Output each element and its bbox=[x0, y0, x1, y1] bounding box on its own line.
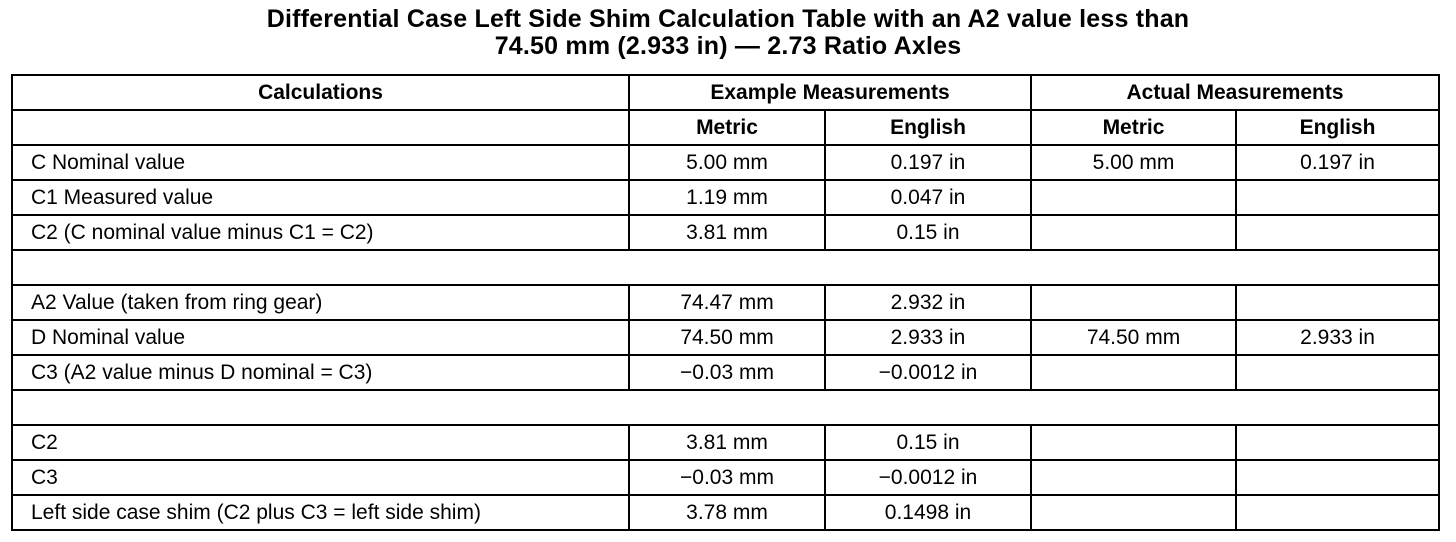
example-metric-cell: −0.03 mm bbox=[629, 460, 825, 495]
title-line-2: 74.50 mm (2.933 in) — 2.73 Ratio Axles bbox=[494, 32, 962, 60]
header-actual-measurements: Actual Measurements bbox=[1031, 75, 1439, 110]
table-row bbox=[12, 495, 1439, 530]
table-row bbox=[12, 355, 1439, 390]
header-blank bbox=[12, 110, 629, 145]
table-row bbox=[12, 460, 1439, 495]
actual-metric-cell bbox=[1031, 495, 1236, 530]
actual-english-cell bbox=[1236, 215, 1439, 250]
actual-english-cell: 0.197 in bbox=[1236, 145, 1439, 180]
actual-metric-cell bbox=[1031, 215, 1236, 250]
actual-english-cell bbox=[1236, 460, 1439, 495]
row-label: C2 bbox=[12, 425, 629, 460]
header-row-2 bbox=[12, 110, 1439, 145]
header-example-english: English bbox=[825, 110, 1031, 145]
example-metric-cell: 3.81 mm bbox=[629, 215, 825, 250]
spacer-cell bbox=[12, 390, 1439, 425]
table-row bbox=[12, 425, 1439, 460]
header-example-measurements: Example Measurements bbox=[629, 75, 1031, 110]
actual-english-cell bbox=[1236, 495, 1439, 530]
table-row bbox=[12, 145, 1439, 180]
table-title bbox=[0, 6, 1456, 60]
actual-metric-cell bbox=[1031, 425, 1236, 460]
actual-english-cell bbox=[1236, 285, 1439, 320]
example-english-cell: 0.1498 in bbox=[825, 495, 1031, 530]
example-english-cell: 0.15 in bbox=[825, 425, 1031, 460]
shim-calculation-table bbox=[11, 74, 1440, 531]
example-metric-cell: −0.03 mm bbox=[629, 355, 825, 390]
example-english-cell: −0.0012 in bbox=[825, 355, 1031, 390]
spacer-row bbox=[12, 390, 1439, 425]
spacer-cell bbox=[12, 250, 1439, 285]
example-english-cell: 0.15 in bbox=[825, 215, 1031, 250]
actual-metric-cell bbox=[1031, 355, 1236, 390]
actual-english-cell: 2.933 in bbox=[1236, 320, 1439, 355]
example-english-cell: 0.047 in bbox=[825, 180, 1031, 215]
row-label: C2 (C nominal value minus C1 = C2) bbox=[12, 215, 629, 250]
spacer-row bbox=[12, 250, 1439, 285]
example-metric-cell: 3.81 mm bbox=[629, 425, 825, 460]
example-metric-cell: 74.50 mm bbox=[629, 320, 825, 355]
row-label: C3 bbox=[12, 460, 629, 495]
table-row bbox=[12, 180, 1439, 215]
header-actual-english: English bbox=[1236, 110, 1439, 145]
row-label: Left side case shim (C2 plus C3 = left side shim) bbox=[12, 495, 629, 530]
example-metric-cell: 74.47 mm bbox=[629, 285, 825, 320]
header-row-1 bbox=[12, 75, 1439, 110]
row-label: A2 Value (taken from ring gear) bbox=[12, 285, 629, 320]
example-english-cell: −0.0012 in bbox=[825, 460, 1031, 495]
actual-metric-cell bbox=[1031, 460, 1236, 495]
example-english-cell: 0.197 in bbox=[825, 145, 1031, 180]
actual-english-cell bbox=[1236, 355, 1439, 390]
actual-english-cell bbox=[1236, 425, 1439, 460]
header-example-metric: Metric bbox=[629, 110, 825, 145]
actual-metric-cell: 74.50 mm bbox=[1031, 320, 1236, 355]
example-metric-cell: 3.78 mm bbox=[629, 495, 825, 530]
example-english-cell: 2.932 in bbox=[825, 285, 1031, 320]
row-label: C3 (A2 value minus D nominal = C3) bbox=[12, 355, 629, 390]
example-metric-cell: 5.00 mm bbox=[629, 145, 825, 180]
actual-metric-cell bbox=[1031, 285, 1236, 320]
example-english-cell: 2.933 in bbox=[825, 320, 1031, 355]
header-actual-metric: Metric bbox=[1031, 110, 1236, 145]
actual-english-cell bbox=[1236, 180, 1439, 215]
row-label: C1 Measured value bbox=[12, 180, 629, 215]
table-row bbox=[12, 215, 1439, 250]
row-label: C Nominal value bbox=[12, 145, 629, 180]
row-label: D Nominal value bbox=[12, 320, 629, 355]
table-row bbox=[12, 320, 1439, 355]
header-calculations: Calculations bbox=[12, 75, 629, 110]
actual-metric-cell bbox=[1031, 180, 1236, 215]
table-row bbox=[12, 285, 1439, 320]
title-line-1: Differential Case Left Side Shim Calculation Table with an A2 value less than bbox=[266, 5, 1190, 33]
actual-metric-cell: 5.00 mm bbox=[1031, 145, 1236, 180]
example-metric-cell: 1.19 mm bbox=[629, 180, 825, 215]
